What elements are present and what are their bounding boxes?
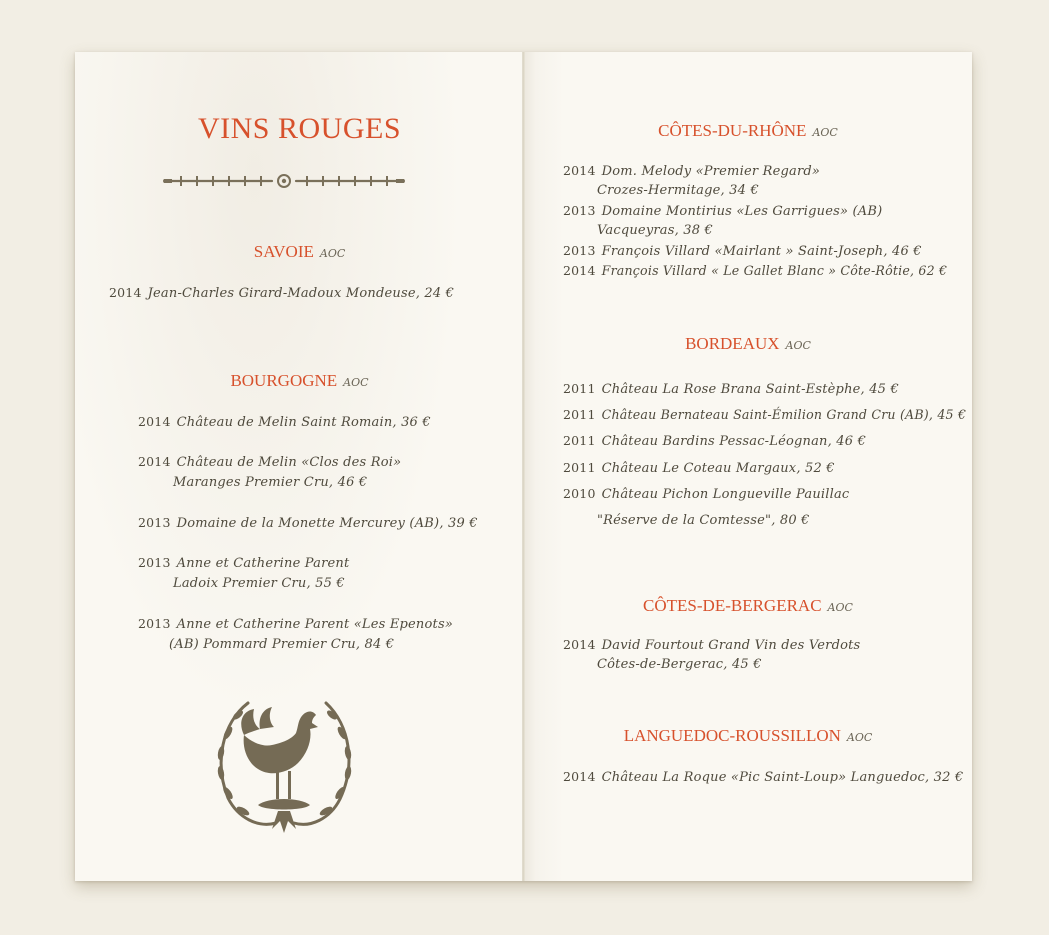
wine-year: 2013 bbox=[563, 203, 596, 218]
page-fold bbox=[522, 52, 525, 881]
wine-entry-continued: Ladoix Premier Cru, 55 € bbox=[173, 576, 345, 591]
wine-year: 2014 bbox=[563, 769, 596, 784]
wine-name: Château Pichon Longueville Pauillac bbox=[601, 487, 850, 502]
wine-entry-continued: Crozes-Hermitage, 34 € bbox=[597, 183, 759, 198]
ornament-divider-icon bbox=[162, 170, 406, 192]
wine-entry bbox=[563, 769, 963, 785]
wine-name: Domaine Montirius «Les Garrigues» (AB) bbox=[601, 204, 883, 219]
wine-year: 2014 bbox=[563, 263, 596, 278]
wine-entry bbox=[138, 616, 453, 632]
section-name: CÔTES-DE-BERGERAC bbox=[643, 596, 822, 615]
wine-year: 2014 bbox=[109, 285, 142, 300]
page-title: VINS ROUGES bbox=[197, 112, 402, 145]
wine-year: 2014 bbox=[563, 163, 596, 178]
wine-name: Dom. Melody «Premier Regard» bbox=[601, 164, 821, 179]
section-heading-bourgogne bbox=[75, 371, 524, 391]
wine-year: 2010 bbox=[563, 486, 596, 501]
wine-entry bbox=[563, 243, 922, 259]
wine-entry bbox=[563, 263, 947, 278]
wine-entry bbox=[138, 515, 478, 531]
wine-entry bbox=[563, 203, 882, 219]
wine-entry bbox=[563, 381, 899, 397]
wine-entry bbox=[563, 433, 866, 449]
section-heading-savoie bbox=[75, 242, 524, 262]
wine-name: Jean-Charles Girard-Madoux Mondeuse, 24 € bbox=[147, 286, 455, 301]
wine-name: Château de Melin Saint Romain, 36 € bbox=[176, 415, 431, 430]
wine-name: François Villard «Mairlant » Saint-Joseph, 46 € bbox=[601, 244, 922, 259]
section-name: BOURGOGNE bbox=[230, 371, 338, 390]
wine-entry bbox=[563, 637, 860, 653]
section-heading-languedoc-roussillon bbox=[524, 726, 972, 746]
wine-name: Château de Melin «Clos des Roi» bbox=[176, 455, 402, 470]
aoc-tag: AOC bbox=[785, 339, 811, 352]
wine-year: 2014 bbox=[138, 454, 171, 469]
wine-entry bbox=[109, 285, 454, 301]
wine-year: 2014 bbox=[563, 637, 596, 652]
aoc-tag: AOC bbox=[319, 247, 346, 260]
section-name: LANGUEDOC-ROUSSILLON bbox=[623, 726, 841, 745]
wine-entry bbox=[138, 555, 349, 571]
wine-menu bbox=[75, 52, 972, 881]
wine-year: 2011 bbox=[563, 407, 596, 422]
aoc-tag: AOC bbox=[827, 601, 853, 614]
section-heading-cotes-du-rhone bbox=[524, 121, 972, 141]
wine-year: 2011 bbox=[563, 433, 596, 448]
wine-year: 2013 bbox=[138, 616, 171, 631]
section-heading-bordeaux bbox=[524, 334, 972, 354]
wine-name: Château Bardins Pessac-Léognan, 46 € bbox=[601, 434, 867, 449]
wine-entry-continued: Vacqueyras, 38 € bbox=[597, 223, 714, 238]
section-name: SAVOIE bbox=[253, 242, 314, 261]
wine-year: 2013 bbox=[138, 515, 171, 530]
right-page bbox=[524, 52, 972, 881]
wine-name: Domaine de la Monette Mercurey (AB), 39 € bbox=[176, 516, 478, 531]
wine-entry bbox=[563, 407, 966, 422]
rooster-wreath-icon bbox=[208, 693, 360, 838]
wine-entry bbox=[563, 460, 835, 476]
aoc-tag: AOC bbox=[846, 731, 873, 744]
section-heading-cotes-de-bergerac bbox=[524, 596, 972, 616]
wine-name: Château Le Coteau Margaux, 52 € bbox=[601, 461, 835, 476]
wine-entry-continued: Côtes-de-Bergerac, 45 € bbox=[597, 657, 762, 672]
wine-name: Château La Rose Brana Saint-Estèphe, 45 € bbox=[601, 382, 899, 397]
wine-entry bbox=[138, 414, 431, 430]
wine-year: 2011 bbox=[563, 460, 596, 475]
section-name: CÔTES-DU-RHÔNE bbox=[658, 121, 807, 140]
wine-entry bbox=[563, 486, 849, 502]
section-name: BORDEAUX bbox=[685, 334, 780, 353]
wine-entry-continued: "Réserve de la Comtesse", 80 € bbox=[597, 513, 810, 528]
wine-year: 2013 bbox=[138, 555, 171, 570]
wine-name: David Fourtout Grand Vin des Verdots bbox=[601, 638, 861, 653]
wine-entry-continued: (AB) Pommard Premier Cru, 84 € bbox=[169, 637, 395, 652]
wine-name: François Villard « Le Gallet Blanc » Côte-Rôtie, 62 € bbox=[601, 263, 948, 278]
wine-name: Anne et Catherine Parent «Les Epenots» bbox=[176, 617, 453, 632]
wine-year: 2014 bbox=[138, 414, 171, 429]
wine-name: Anne et Catherine Parent bbox=[176, 556, 350, 571]
wine-year: 2011 bbox=[563, 381, 596, 396]
aoc-tag: AOC bbox=[812, 126, 838, 139]
wine-name: Château La Roque «Pic Saint-Loup» Languedoc, 32 € bbox=[601, 770, 964, 785]
wine-year: 2013 bbox=[563, 243, 596, 258]
left-page bbox=[75, 52, 524, 881]
aoc-tag: AOC bbox=[343, 376, 369, 389]
wine-entry bbox=[563, 163, 820, 179]
wine-name: Château Bernateau Saint-Émilion Grand Cru (AB), 45 € bbox=[601, 407, 967, 422]
wine-entry bbox=[138, 454, 401, 470]
wine-entry-continued: Maranges Premier Cru, 46 € bbox=[173, 475, 368, 490]
